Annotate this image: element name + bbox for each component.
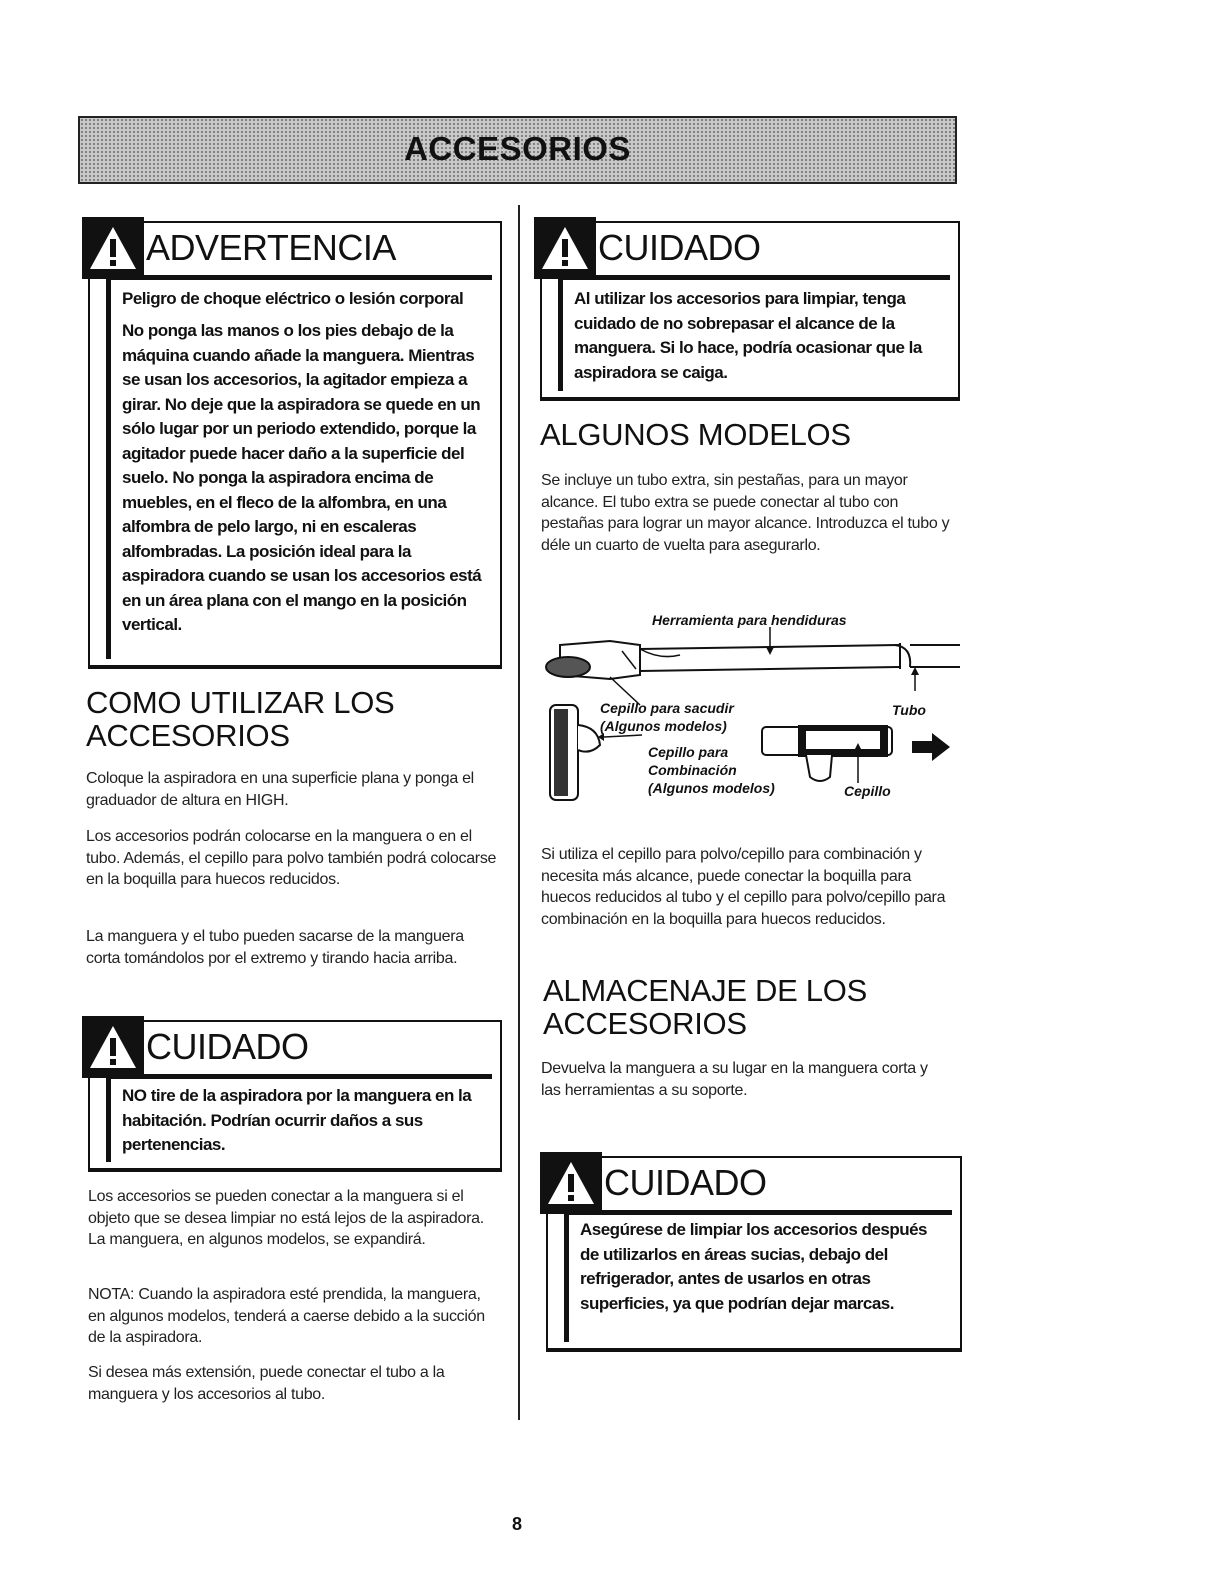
caution-box-left: [88, 1020, 502, 1172]
label-combo-2: Combinación: [648, 762, 737, 778]
label-tube: Tubo: [892, 702, 926, 718]
left-bottom-paragraph-3: Si desea más extensión, puede conectar el tubo a la manguera y los accesorios al tubo.: [88, 1364, 445, 1403]
warning-subtitle: Peligro de choque eléctrico o lesión corporal: [122, 289, 464, 308]
caution-box-top-right: [540, 221, 960, 401]
caution-top-right-body: Al utilizar los accesorios para limpiar, tenga cuidado de no sobrepasar el alcance de la manguera. Si lo hace, podría ocasionar que la aspiradora se caiga.: [574, 289, 922, 382]
banner-title: ACCESORIOS: [404, 130, 631, 167]
column-divider: [518, 205, 520, 1420]
caution-left-title: CUIDADO: [146, 1026, 309, 1067]
label-brush: Cepillo: [844, 783, 891, 799]
como-paragraph-3: La manguera y el tubo pueden sacarse de la manguera corta tomándolos por el extremo y tirando hacia arriba.: [86, 928, 464, 967]
label-crevice-tool: Herramienta para hendiduras: [652, 612, 847, 628]
caution-top-right-title: CUIDADO: [598, 227, 761, 268]
caution-left-body: NO tire de la aspiradora por la manguera en la habitación. Podrían ocurrir daños a sus pertenencias.: [122, 1086, 472, 1154]
warning-body: No ponga las manos o los pies debajo de la máquina cuando añade la manguera. Mientras se usan los accesorios, la agitador empieza a girar. No deje que la aspiradora se quede en un sólo lugar por un periodo extendido, porque la agitador puede hacer daño a la superficie del suelo. No ponga la aspiradora encima de muebles, en el fleco de la alfombra, en una alfombra de pelo largo, ni en escaleras alfombradas. La posición ideal para la aspiradora cuando se usan los accesorios está en un área plana con el mango en la posición vertical.: [122, 321, 482, 634]
warning-title: ADVERTENCIA: [146, 227, 396, 268]
warning-triangle-icon: [82, 1016, 144, 1078]
heading-como-utilizar: COMO UTILIZAR LOS ACCESORIOS: [86, 685, 395, 753]
combo-paragraph: Si utiliza el cepillo para polvo/cepillo para combinación y necesita más alcance, puede conectar la boquilla para huecos reducidos al tubo y el cepillo para polvo/cepillo para combinación en la boquilla para huecos reducidos.: [541, 846, 946, 928]
label-combo-note: (Algunos modelos): [648, 780, 775, 796]
section-banner: [78, 116, 957, 184]
algunos-paragraph-1: Se incluye un tubo extra, sin pestañas, para un mayor alcance. El tubo extra se puede conectar al tubo con pestañas para lograr un mayor alcance. Introduzca el tubo y déle un cuarto de vuelta para asegurarlo.: [541, 472, 950, 554]
warning-triangle-icon: [540, 1152, 602, 1214]
como-paragraph-1: Coloque la aspiradora en una superficie plana y ponga el graduador de altura en HIGH.: [86, 770, 474, 809]
caution-bottom-right-title: CUIDADO: [604, 1162, 767, 1203]
heading-algunos-modelos: ALGUNOS MODELOS: [540, 417, 851, 452]
almacenaje-paragraph: Devuelva la manguera a su lugar en la manguera corta y las herramientas a su soporte.: [541, 1060, 928, 1099]
label-dusting-brush: Cepillo para sacudir: [600, 700, 734, 716]
caution-bottom-right-body: Asegúrese de limpiar los accesorios después de utilizarlos en áreas sucias, debajo del refrigerador, antes de usarlos en otras superficies, ya que podrían dejar marcas.: [580, 1220, 927, 1313]
label-combo-1: Cepillo para: [648, 744, 729, 760]
crevice-tool-drawing: [546, 627, 960, 705]
warning-triangle-icon: [82, 217, 144, 279]
accessories-diagram: [540, 605, 960, 805]
combination-brush-drawing: [762, 725, 950, 783]
left-bottom-paragraph-1: Los accesorios se pueden conectar a la manguera si el objeto que se desea limpiar no está lejos de la aspiradora. La manguera, en algunos modelos, se expandirá.: [88, 1188, 484, 1248]
page-number: 8: [512, 1514, 523, 1534]
caution-box-bottom-right: [546, 1156, 962, 1352]
como-paragraph-2: Los accesorios podrán colocarse en la manguera o en el tubo. Además, el cepillo para polvo también podrá colocarse en la boquilla para huecos reducidos.: [86, 828, 497, 888]
label-dusting-brush-note: (Algunos modelos): [600, 718, 727, 734]
left-bottom-paragraph-2: NOTA: Cuando la aspiradora esté prendida, la manguera, en algunos modelos, tenderá a caerse debido a la succión de la aspiradora.: [88, 1286, 485, 1346]
heading-almacenaje: ALMACENAJE DE LOS ACCESORIOS: [543, 973, 867, 1041]
warning-triangle-icon: [534, 217, 596, 279]
warning-box: [88, 221, 502, 669]
